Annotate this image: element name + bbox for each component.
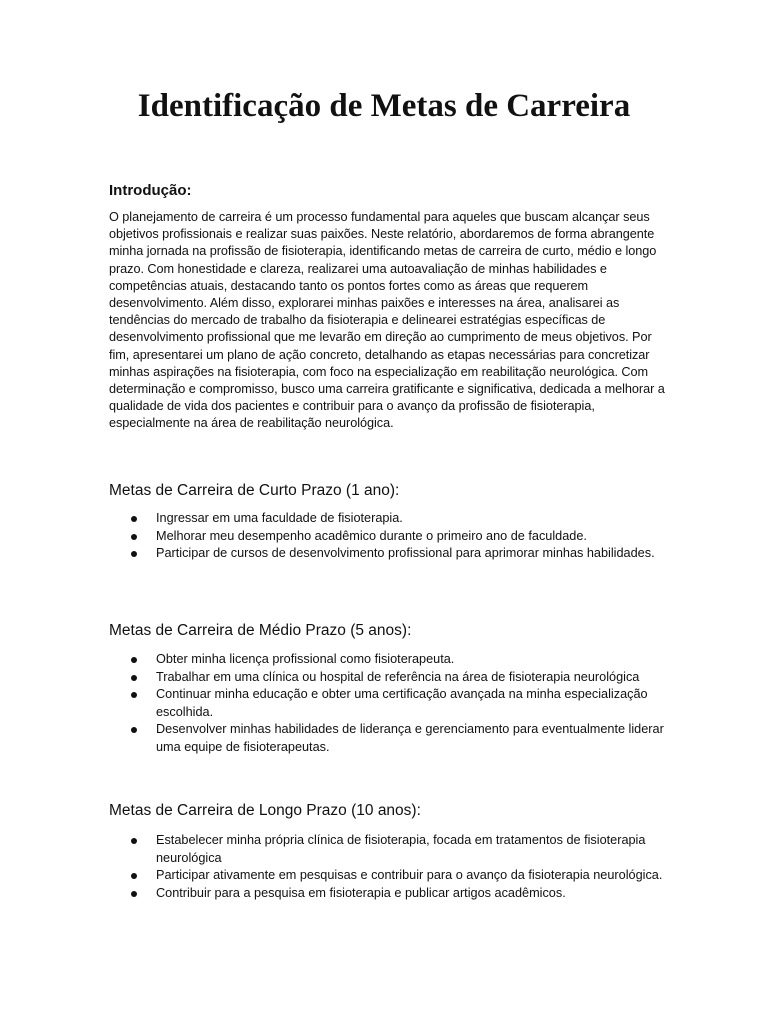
document-title: Identificação de Metas de Carreira: [137, 88, 631, 124]
bullet-icon: [131, 838, 137, 844]
intro-paragraph: O planejamento de carreira é um processo fundamental para aqueles que buscam alcançar seus objetivos profissionais e realizar suas paixões. Neste relatório, abordaremos de forma abrangente minha jornada na profissão de fisioterapia, identificando metas de carreira de curto, médio e longo prazo. Com honestidade e clareza, realizarei uma autoavaliação de minhas habilidades e competências atuais, destacando tanto os pontos fortes como as áreas que requerem desenvolvimento. Além disso, explorarei minhas paixões e interesses na área, analisarei as tendências do mercado de trabalho da fisioterapia e delinearei estratégias específicas de desenvolvimento profissional que me levarão em direção ao cumprimento de meus objetivos. Por fim, apresentarei um plano de ação concreto, detalhando as etapas necessárias para concretizar minhas aspirações na fisioterapia, com foco na especialização em reabilitação neurológica. Com determinação e compromisso, busco uma carreira gratificante e significativa, dedicada a melhorar a qualidade de vida dos pacientes e contribuir para o avanço da profissão de fisioterapia, especialmente na área de reabilitação neurológica.: [109, 210, 665, 431]
bullet-icon: [131, 675, 137, 681]
list-item-text: Participar de cursos de desenvolvimento profissional para aprimorar minhas habilidades.: [156, 546, 655, 561]
medium-term-heading: Metas de Carreira de Médio Prazo (5 anos):: [109, 622, 412, 639]
list-item: [109, 528, 669, 546]
list-item-text: Trabalhar em uma clínica ou hospital de referência na área de fisioterapia neurológica: [156, 669, 640, 684]
list-item: [109, 545, 669, 563]
list-item-text: Continuar minha educação e obter uma certificação avançada na minha especialização escolhida.: [156, 687, 648, 719]
long-term-list: [109, 832, 669, 902]
list-item: [109, 686, 669, 721]
list-item: [109, 867, 669, 885]
intro-heading: Introdução:: [109, 182, 192, 199]
bullet-icon: [131, 891, 137, 897]
list-item-text: Contribuir para a pesquisa em fisioterapia e publicar artigos acadêmicos.: [156, 885, 566, 900]
bullet-icon: [131, 657, 137, 663]
list-item: [109, 832, 669, 867]
list-item-text: Melhorar meu desempenho acadêmico durante o primeiro ano de faculdade.: [156, 528, 587, 543]
bullet-icon: [131, 692, 137, 698]
short-term-list: [109, 510, 669, 563]
list-item: [109, 669, 669, 687]
list-item-text: Participar ativamente em pesquisas e contribuir para o avanço da fisioterapia neurológica.: [156, 868, 663, 883]
list-item: [109, 721, 669, 756]
list-item: [109, 510, 669, 528]
bullet-icon: [131, 516, 137, 522]
list-item: [109, 885, 669, 903]
bullet-icon: [131, 551, 137, 557]
short-term-heading: Metas de Carreira de Curto Prazo (1 ano):: [109, 482, 400, 499]
list-item: [109, 651, 669, 669]
list-item-text: Obter minha licença profissional como fisioterapeuta.: [156, 652, 455, 666]
bullet-icon: [131, 873, 137, 879]
list-item-text: Desenvolver minhas habilidades de liderança e gerenciamento para eventualmente liderar uma equipe de fisioterapeutas.: [156, 722, 664, 754]
medium-term-list: [109, 651, 669, 757]
long-term-heading: Metas de Carreira de Longo Prazo (10 anos):: [109, 802, 421, 819]
bullet-icon: [131, 727, 137, 733]
bullet-icon: [131, 534, 137, 540]
list-item-text: Estabelecer minha própria clínica de fisioterapia, focada em tratamentos de fisioterapia neurológica: [156, 833, 646, 865]
list-item-text: Ingressar em uma faculdade de fisioterapia.: [156, 511, 403, 525]
